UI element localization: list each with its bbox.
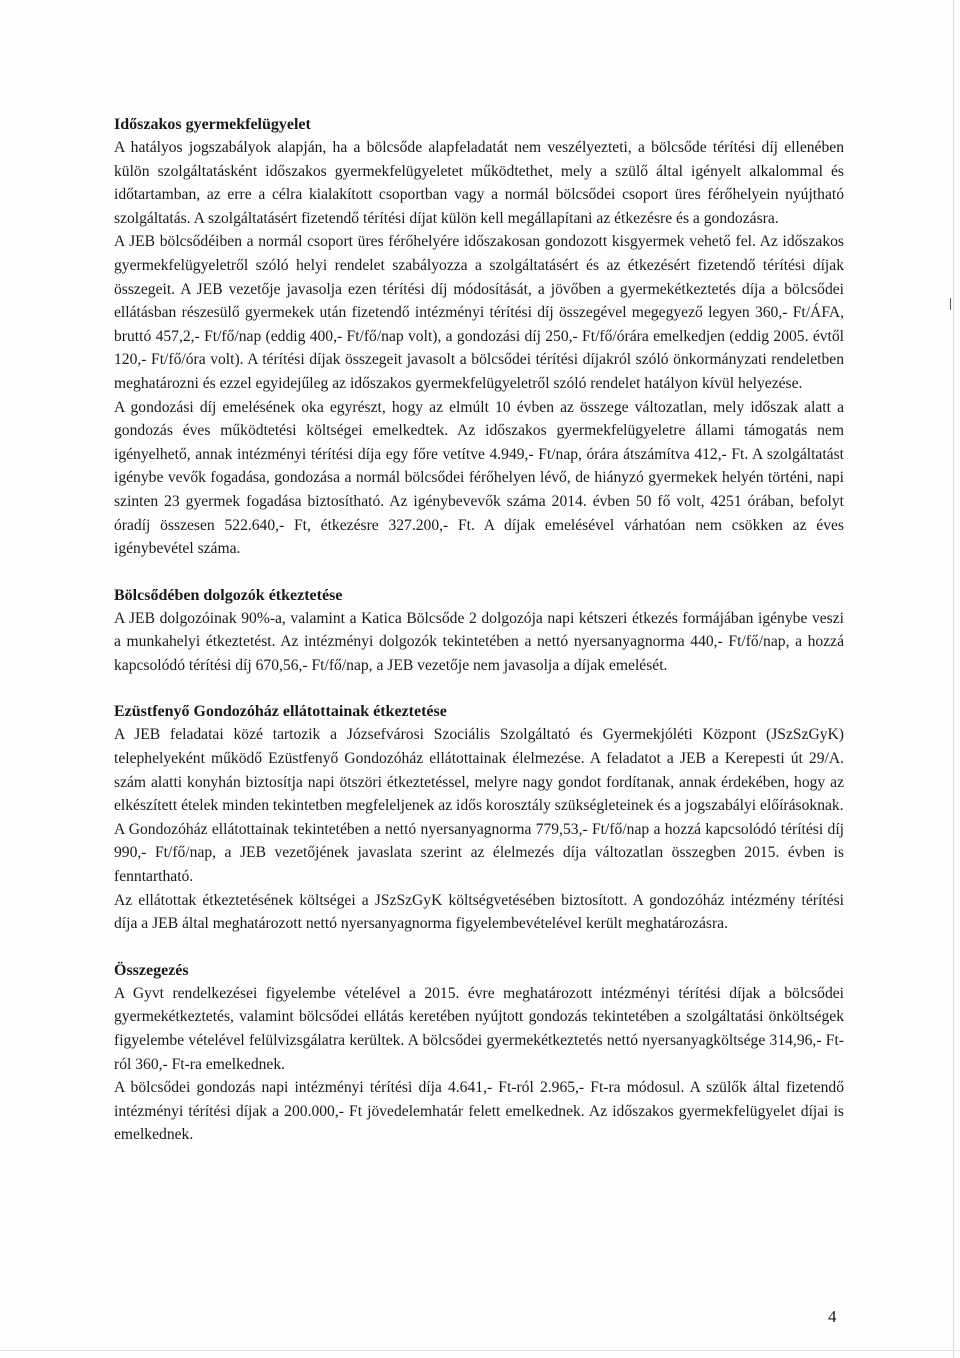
- section-osszegezes: [114, 960, 844, 1147]
- paragraph: A gondozási díj emelésének oka egyrészt, hogy az elmúlt 10 évben az összege változatlan, mely időszak alatt a gondozás éves működtetési költségei emelkedtek. Az időszakos gyermekfelügyeletre állami támogatás nem igényelhető, annak intézményi térítési díja egy főre vetítve 4.949,- Ft/nap, órára átszámítva 412,- Ft. A szolgáltatást igénybe vevők fogadása, gondozása a normál bölcsődei férőhelyen lévő, de hiányzó gyermekek helyén történi, napi szinten 23 gyermek fogadása biztosítható. Az igénybevevők száma 2014. évben 50 fő volt, 4251 órában, befolyt óradíj összesen 522.640,- Ft, étkezésre 327.200,- Ft. A díjak emelésével várhatóan nem csökken az éves igénybevétel száma.: [114, 398, 844, 558]
- section-heading: Ezüstfenyő Gondozóház ellátottainak étkeztetése: [114, 703, 447, 721]
- paragraph: A bölcsődei gondozás napi intézményi térítési díja 4.641,- Ft-ról 2.965,- Ft-ra módosul. A szülők által fizetendő intézményi térítési díjak a 200.000,- Ft jövedelemhatár felett emelkednek. Az időszakos gyermekfelügyelet díjai is emelkednek.: [114, 1079, 844, 1144]
- paragraph: Az ellátottak étkeztetésének költségei a JSzSzGyK költségvetésében biztosított. A gondozóház intézmény térítési díja a JEB által meghatározott nettó nyersanyagnorma figyelembevételével került meghatározásra.: [114, 891, 844, 933]
- section-bolcsodeben-dolgozok: [114, 585, 844, 678]
- paragraph: A JEB dolgozóinak 90%-a, valamint a Katica Bölcsőde 2 dolgozója napi kétszeri étkezés formájában igénybe veszi a munkahelyi étkeztetést. Az intézményi dolgozók tekintetében a nettó nyersanyagnorma 440,- Ft/fő/nap, a hozzá kapcsolódó térítési díj 670,56,- Ft/fő/nap, a JEB vezetője nem javasolja a díjak emelését.: [114, 609, 844, 674]
- section-heading: Bölcsődében dolgozók étkeztetése: [114, 586, 343, 604]
- section-ezustfenyo-gondozohaz: [114, 701, 844, 935]
- paragraph: A hatályos jogszabályok alapján, ha a bölcsőde alapfeladatát nem veszélyezteti, a bölcsőde térítési díj ellenében külön szolgáltatásként időszakos gyermekfelügyeletet működtethet, mely a szülő által igényelt alkalommal és időtartamban, az erre a célra kialakított csoportban vagy a normál bölcsődei csoport üres férőhelyein nyújtható szolgáltatás. A szolgáltatásért fizetendő térítési díjat külön kell megállapítani az étkezésre és a gondozásra.: [114, 139, 844, 227]
- scan-bottom-line: [0, 1350, 960, 1351]
- page-number: 4: [828, 1307, 837, 1326]
- page-content: [114, 114, 844, 1171]
- scan-margin-mark: [950, 298, 951, 310]
- paragraph: A JEB bölcsődéiben a normál csoport üres férőhelyére időszakosan gondozott kisgyermek vehető fel. Az időszakos gyermekfelügyeletről szóló helyi rendelet szabályozza a szolgáltatásért és az étkezésért fizetendő térítési díjak összegeit. A JEB vezetője javasolja ezen térítési díj módosítását, a jövőben a gyermekétkeztetés díja a bölcsődei ellátásban részesülő gyermekek után fizetendő intézményi térítési díj összegével megegyező legyen 360,- Ft/ÁFA, bruttó 457,2,- Ft/fő/nap (eddig 400,- Ft/fő/nap volt), a gondozási díj 250,- Ft/fő/órára emelkedjen (eddig 2005. évtől 120,- Ft/fő/óra volt). A térítési díjak összegeit javasolt a bölcsődei térítési díjakról szóló önkormányzati rendeletben meghatározni és ezzel egyidejűleg az időszakos gyermekfelügyeletről szóló rendelet hatályon kívül helyezése.: [114, 233, 844, 392]
- section-idoszakos-gyermekfelugyelet: [114, 114, 844, 561]
- section-heading: Összegezés: [114, 961, 189, 979]
- paragraph: A Gyvt rendelkezései figyelembe vételével a 2015. évre meghatározott intézményi térítési díjak a bölcsődei gyermekétkeztetés, valamint bölcsődei ellátás keretében nyújtott gondozás tekintetében a szolgáltatási önköltségek figyelembe vételével felülvizsgálatra kerültek. A bölcsődei gyermekétkeztetés nettó nyersanyagköltsége 314,96,- Ft-ról 360,- Ft-ra emelkednek.: [114, 984, 844, 1073]
- paragraph: A JEB feladatai közé tartozik a Józsefvárosi Szociális Szolgáltató és Gyermekjóléti Központ (JSzSzGyK) telephelyeként működő Ezüstfenyő Gondozóház ellátottainak élelmezése. A feladatot a JEB a Kerepesti út 29/A. szám alatti konyhán biztosítja napi ötszöri étkeztetéssel, melyre nagy gondot fordítanak, annak érdekében, hogy az elkészített ételek minden tekintetben megfeleljenek az idős korosztály szükségleteinek és a jogszabályi előírásoknak.: [114, 726, 844, 815]
- section-heading: Időszakos gyermekfelügyelet: [114, 116, 311, 133]
- paragraph: A Gondozóház ellátottainak tekintetében a nettó nyersanyagnorma 779,53,- Ft/fő/nap a hozzá kapcsolódó térítési díj 990,- Ft/fő/nap, a JEB vezetőjének javaslata szerint az élelmezés díja változatlan összegben 2015. évben is fenntartható.: [114, 820, 844, 886]
- scan-edge-line: [953, 0, 954, 1358]
